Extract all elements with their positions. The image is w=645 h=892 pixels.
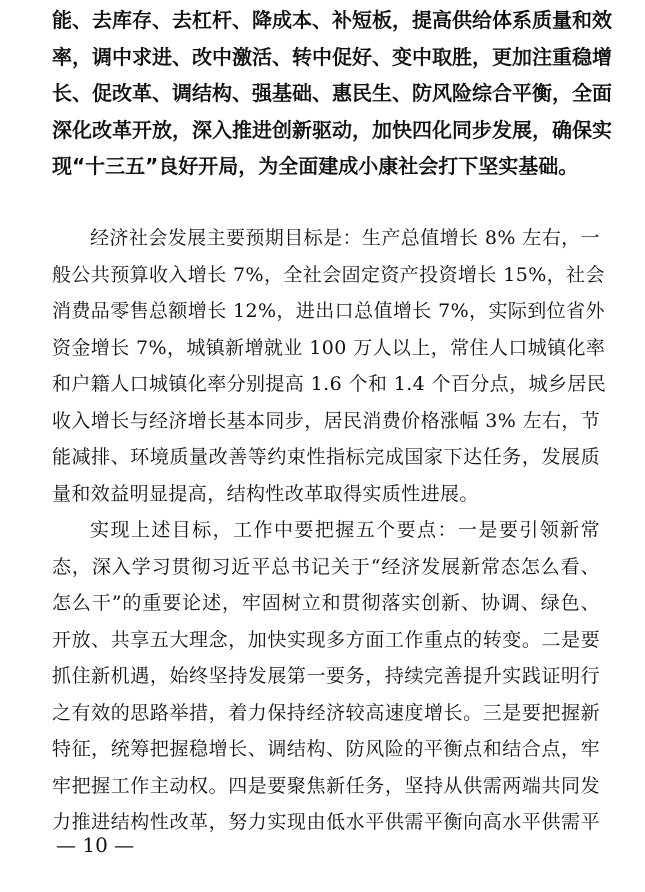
paragraph-line: 经济社会发展主要预期目标是：生产总值增长 8% 左右，一 bbox=[90, 227, 600, 249]
paragraph-line: 实现上述目标，工作中要把握五个要点：一是要引领新常 bbox=[90, 519, 600, 541]
page-number: — 10 — bbox=[56, 833, 135, 857]
paragraph-line: 能、去库存、去杠杆、降成本、补短板，提高供给体系质量和效 bbox=[52, 8, 612, 32]
paragraph-line: 特征，统筹把握稳增长、调结构、防风险的平衡点和结合点，牢 bbox=[52, 738, 600, 760]
paragraph-line: 深化改革开放，深入推进创新驱动，加快四化同步发展，确保实 bbox=[52, 117, 612, 142]
paragraph-line: 抓住新机遇，始终坚持发展第一要务，持续完善提升实践证明行 bbox=[52, 665, 600, 687]
paragraph-line: 消费品零售总额增长 12%，进出口总值增长 7%，实际到位省外 bbox=[52, 300, 605, 322]
paragraph-line: 率，调中求进、改中激活、转中促好、变中取胜，更加注重稳增 bbox=[52, 44, 612, 69]
paragraph-line: 资金增长 7%，城镇新增就业 100 万人以上，常住人口城镇化率 bbox=[52, 336, 606, 359]
paragraph-line: 力推进结构性改革，努力实现由低水平供需平衡向高水平供需平 bbox=[52, 811, 600, 833]
paragraph-line: 牢把握工作主动权。四是要聚焦新任务，坚持从供需两端共同发 bbox=[52, 774, 600, 797]
paragraph-line: 态，深入学习贯彻习近平总书记关于“经济发展新常态怎么看、 bbox=[52, 555, 600, 578]
paragraph-line: 怎么干”的重要论述，牢固树立和贯彻落实创新、协调、绿色、 bbox=[52, 592, 600, 614]
paragraph-line: 现“十三五”良好开局，为全面建成小康社会打下坚实基础。 bbox=[52, 154, 579, 178]
paragraph-2 bbox=[52, 220, 607, 512]
paragraph-line: 般公共预算收入增长 7%，全社会固定资产投资增长 15%，社会 bbox=[52, 263, 605, 286]
paragraph-line: 开放、共享五大理念，加快实现多方面工作重点的转变。二是要 bbox=[52, 628, 600, 651]
paragraph-1 bbox=[52, 2, 612, 185]
paragraph-line: 之有效的思路举措，着力保持经济较高速度增长。三是要把握新 bbox=[52, 701, 600, 724]
paragraph-line: 长、促改革、调结构、强基础、惠民生、防风险综合平衡，全面 bbox=[52, 81, 612, 105]
paragraph-line: 收入增长与经济增长基本同步，居民消费价格涨幅 3% 左右，节 bbox=[52, 409, 601, 432]
paragraph-line: 量和效益明显提高，结构性改革取得实质性进展。 bbox=[52, 482, 479, 505]
paragraph-line: 能减排、环境质量改善等约束性指标完成国家下达任务，发展质 bbox=[52, 446, 600, 468]
paragraph-3 bbox=[52, 512, 600, 841]
paragraph-line: 和户籍人口城镇化率分别提高 1.6 个和 1.4 个百分点，城乡居民 bbox=[52, 373, 607, 395]
